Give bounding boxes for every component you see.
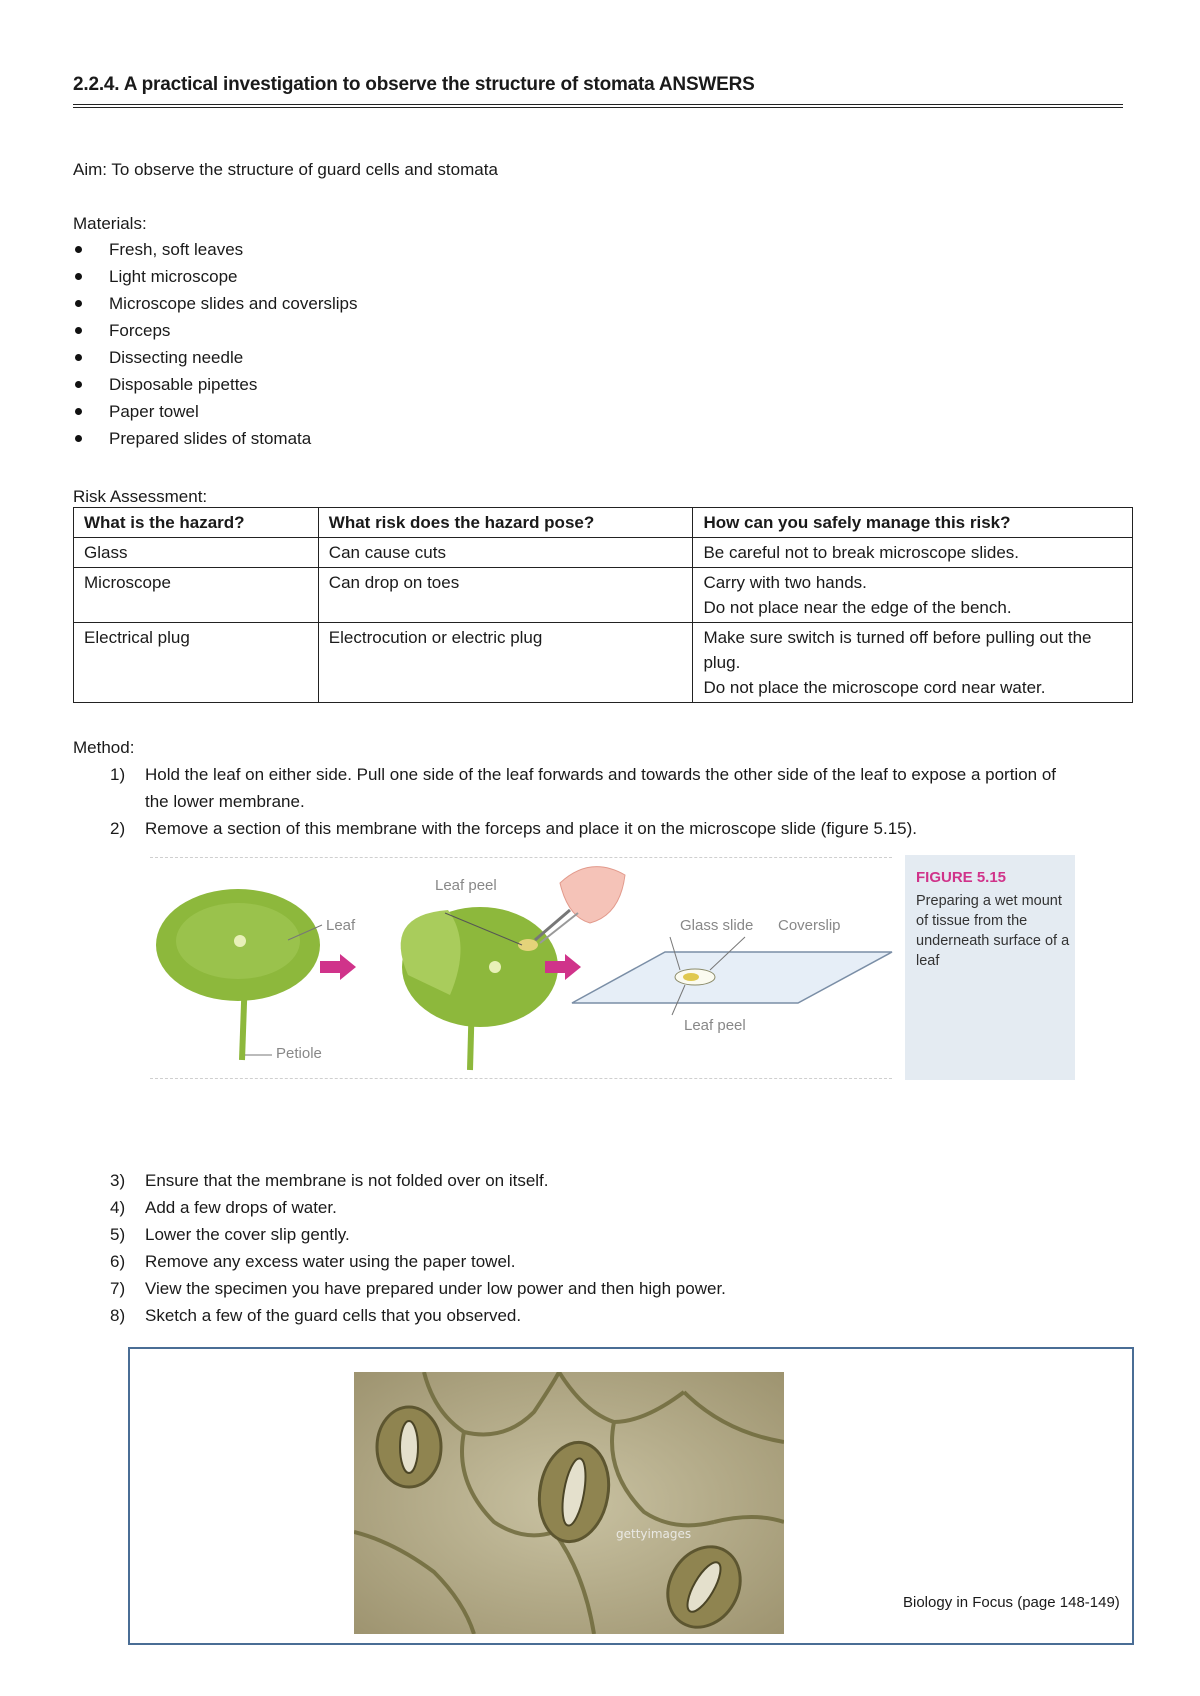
manage-line: Carry with two hands. [703, 573, 867, 592]
step-number: 3) [110, 1171, 126, 1190]
step-number: 5) [110, 1225, 126, 1244]
list-item: Prepared slides of stomata [73, 425, 358, 452]
materials-list [73, 236, 358, 452]
list-item [100, 1248, 1080, 1275]
cell-risk: Can drop on toes [318, 568, 693, 623]
table-row [74, 623, 1133, 703]
list-item [100, 761, 1080, 815]
guard-cell-pair [377, 1407, 441, 1487]
step-text: Remove a section of this membrane with the forceps and place it on the microscope slide (figure 5.15). [145, 819, 917, 838]
label-leaf-peel-bottom: Leaf peel [684, 1017, 746, 1034]
arrow-icon [320, 954, 356, 980]
label-leaf: Leaf [326, 917, 356, 934]
step-text: Ensure that the membrane is not folded over on itself. [145, 1171, 549, 1190]
label-glass-slide: Glass slide [680, 917, 754, 934]
method-steps-part1 [100, 761, 1080, 842]
aim-label: Aim: [73, 160, 107, 179]
method-steps-part2 [100, 1167, 1080, 1329]
header-manage: How can you safely manage this risk? [693, 508, 1133, 538]
list-item: Microscope slides and coverslips [73, 290, 358, 317]
manage-line: Make sure switch is turned off before pulling out the plug. [703, 628, 1092, 672]
cell-hazard: Glass [74, 538, 319, 568]
leaf-diagram [150, 855, 895, 1080]
manage-line: Do not place the microscope cord near water. [703, 678, 1046, 697]
list-item: Dissecting needle [73, 344, 358, 371]
step-text: Remove any excess water using the paper towel. [145, 1252, 516, 1271]
list-item [100, 815, 1080, 842]
page-title: 2.2.4. A practical investigation to observe the structure of stomata ANSWERS [73, 74, 755, 95]
list-item: Forceps [73, 317, 358, 344]
method-heading: Method: [73, 738, 135, 757]
manage-line: Be careful not to break microscope slides. [703, 543, 1020, 562]
table-row [74, 538, 1133, 568]
cell-risk: Can cause cuts [318, 538, 693, 568]
list-item: Paper towel [73, 398, 358, 425]
aim-text: To observe the structure of guard cells and stomata [111, 160, 498, 179]
cell-hazard: Electrical plug [74, 623, 319, 703]
leaf-illustration [156, 889, 320, 1060]
step-text: Hold the leaf on either side. Pull one side of the leaf forwards and towards the other side of the leaf to expose a portion of the lower membrane. [145, 765, 1057, 811]
step-number: 4) [110, 1198, 126, 1217]
step-text: Sketch a few of the guard cells that you observed. [145, 1306, 522, 1325]
list-item [100, 1275, 1080, 1302]
micrograph-illustration [354, 1372, 784, 1634]
title-divider [73, 104, 1123, 108]
step-number: 2) [110, 819, 126, 838]
materials-heading: Materials: [73, 214, 147, 233]
label-coverslip: Coverslip [778, 917, 841, 934]
step-number: 1) [110, 765, 126, 784]
manage-line: Do not place near the edge of the bench. [703, 598, 1012, 617]
cell-risk: Electrocution or electric plug [318, 623, 693, 703]
figure-leaf-peel [150, 855, 1075, 1080]
list-item [100, 1167, 1080, 1194]
cell-manage [693, 623, 1133, 703]
stomata-micrograph [354, 1372, 784, 1634]
list-item: Disposable pipettes [73, 371, 358, 398]
list-item: Fresh, soft leaves [73, 236, 358, 263]
figure-title: FIGURE 5.15 [916, 869, 1007, 886]
table-header-row [74, 508, 1133, 538]
step-number: 7) [110, 1279, 126, 1298]
step-text: View the specimen you have prepared under low power and then high power. [145, 1279, 726, 1298]
watermark: gettyimages [616, 1527, 692, 1541]
sketch-box [128, 1347, 1134, 1645]
source-credit: Biology in Focus (page 148-149) [903, 1594, 1120, 1611]
step-number: 8) [110, 1306, 126, 1325]
cell-hazard: Microscope [74, 568, 319, 623]
cell-manage [693, 568, 1133, 623]
leaf-peeled-illustration [401, 907, 558, 1070]
step-text: Lower the cover slip gently. [145, 1225, 350, 1244]
risk-table [73, 507, 1133, 703]
list-item [100, 1194, 1080, 1221]
glass-slide-illustration [572, 952, 892, 1003]
list-item: Light microscope [73, 263, 358, 290]
header-risk: What risk does the hazard pose? [318, 508, 693, 538]
step-text: Add a few drops of water. [145, 1198, 337, 1217]
table-row [74, 568, 1133, 623]
step-number: 6) [110, 1252, 126, 1271]
label-petiole: Petiole [276, 1045, 322, 1062]
figure-caption: Preparing a wet mount of tissue from the underneath surface of a leaf [916, 893, 1070, 969]
risk-heading: Risk Assessment: [73, 487, 208, 506]
header-hazard: What is the hazard? [74, 508, 319, 538]
label-leaf-peel-top: Leaf peel [435, 877, 497, 894]
list-item [100, 1221, 1080, 1248]
cell-manage [693, 538, 1133, 568]
list-item [100, 1302, 1080, 1329]
aim-line [73, 156, 498, 183]
